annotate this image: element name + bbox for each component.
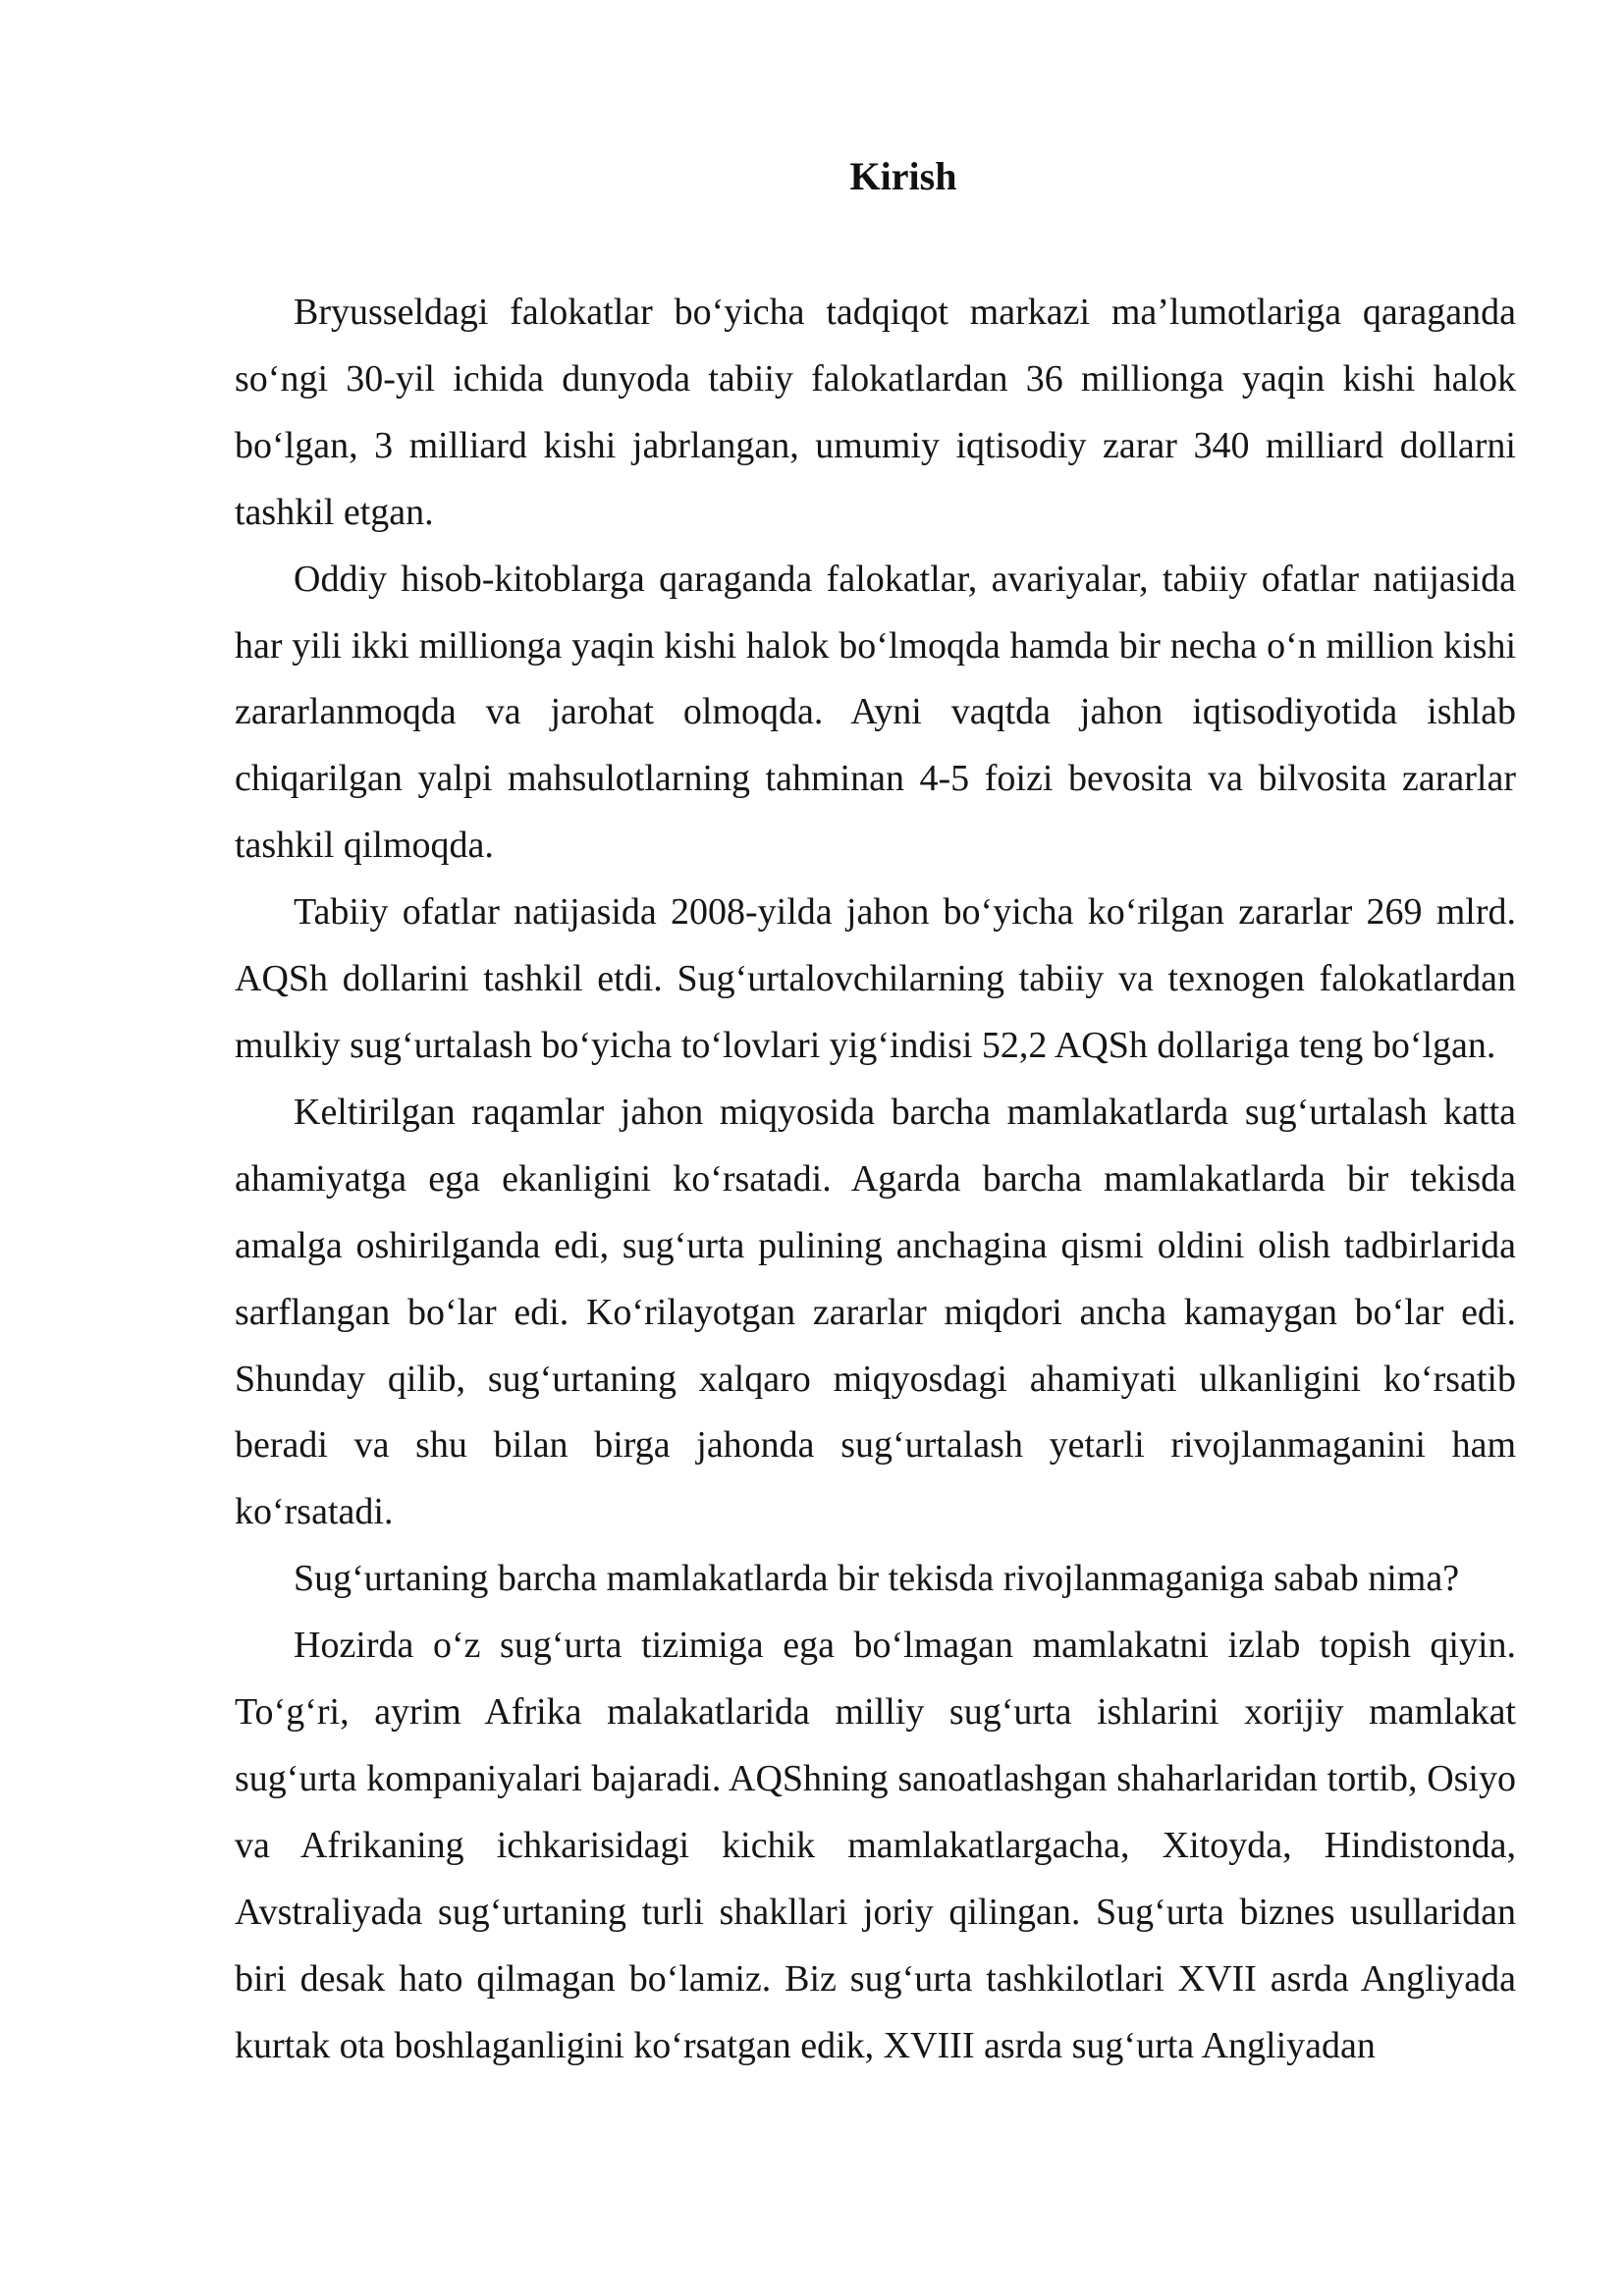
document-body [235, 280, 1516, 2079]
paragraph-1: Bryusseldagi falokatlar bo‘yicha tadqiqot markazi ma’lumotlariga qaraganda so‘ngi 30-yil ichida dunyoda tabiiy falokatlardan 36 millionga yaqin kishi halok bo‘lgan, 3 milliard kishi jabrlangan, umumiy iqtisodiy zarar 340 milliard dollarni tashkil etgan. [235, 292, 1516, 533]
paragraph-4: Keltirilgan raqamlar jahon miqyosida barcha mamlakatlarda sug‘urtalash katta ahamiyatga ega ekanligini ko‘rsatadi. Agarda barcha mamlakatlarda bir tekisda amalga oshirilganda edi, sug‘urta pulining anchagina qismi oldini olish tadbirlarida sarflangan bo‘lar edi. Ko‘rilayotgan zararlar miqdori ancha kamaygan bo‘lar edi. Shunday qilib, sug‘urtaning xalqaro miqyosdagi ahamiyati ulkanligini ko‘rsatib beradi va shu bilan birga jahonda sug‘urtalash yetarli rivojlanmaganini ham ko‘rsatadi. [235, 1091, 1516, 1533]
paragraph-2: Oddiy hisob-kitoblarga qaraganda falokatlar, avariyalar, tabiiy ofatlar natijasida har yili ikki millionga yaqin kishi halok bo‘lmoqda hamda bir necha o‘n million kishi zararlanmoqda va jarohat olmoqda. Ayni vaqtda jahon iqtisodiyotida ishlab chiqarilgan yalpi mahsulotlarning tahminan 4-5 foizi bevosita va bilvosita zararlar tashkil qilmoqda. [235, 558, 1516, 867]
page-title: Kirish [849, 154, 957, 198]
paragraph-6: Hozirda o‘z sug‘urta tizimiga ega bo‘lmagan mamlakatni izlab topish qiyin. To‘g‘ri, ayrim Afrika malakatlarida milliy sug‘urta ishlarini xorijiy mamlakat sug‘urta kompaniyalari bajaradi. AQShning sanoatlashgan shaharlaridan tortib, Osiyo va Afrikaning ichkarisidagi kichik mamlakatlargacha, Xitoyda, Hindistonda, Avstraliyada sug‘urtaning turli shakllari joriy qilingan. Sug‘urta biznes usullaridan biri desak hato qilmagan bo‘lamiz. Biz sug‘urta tashkilotlari XVII asrda Angliyada kurtak ota boshlaganligini ko‘rsatgan edik, XVIII asrda sug‘urta Angliyadan [235, 1625, 1516, 2066]
paragraph-5: Sug‘urtaning barcha mamlakatlarda bir tekisda rivojlanmaganiga sabab nima? [294, 1558, 1460, 1600]
paragraph-3: Tabiiy ofatlar natijasida 2008-yilda jahon bo‘yicha ko‘rilgan zararlar 269 mlrd. AQSh dollarini tashkil etdi. Sug‘urtalovchilarning tabiiy va texnogen falokatlardan mulkiy sug‘urtalash bo‘yicha to‘lovlari yig‘indisi 52,2 AQSh dollariga teng bo‘lgan. [235, 891, 1516, 1066]
